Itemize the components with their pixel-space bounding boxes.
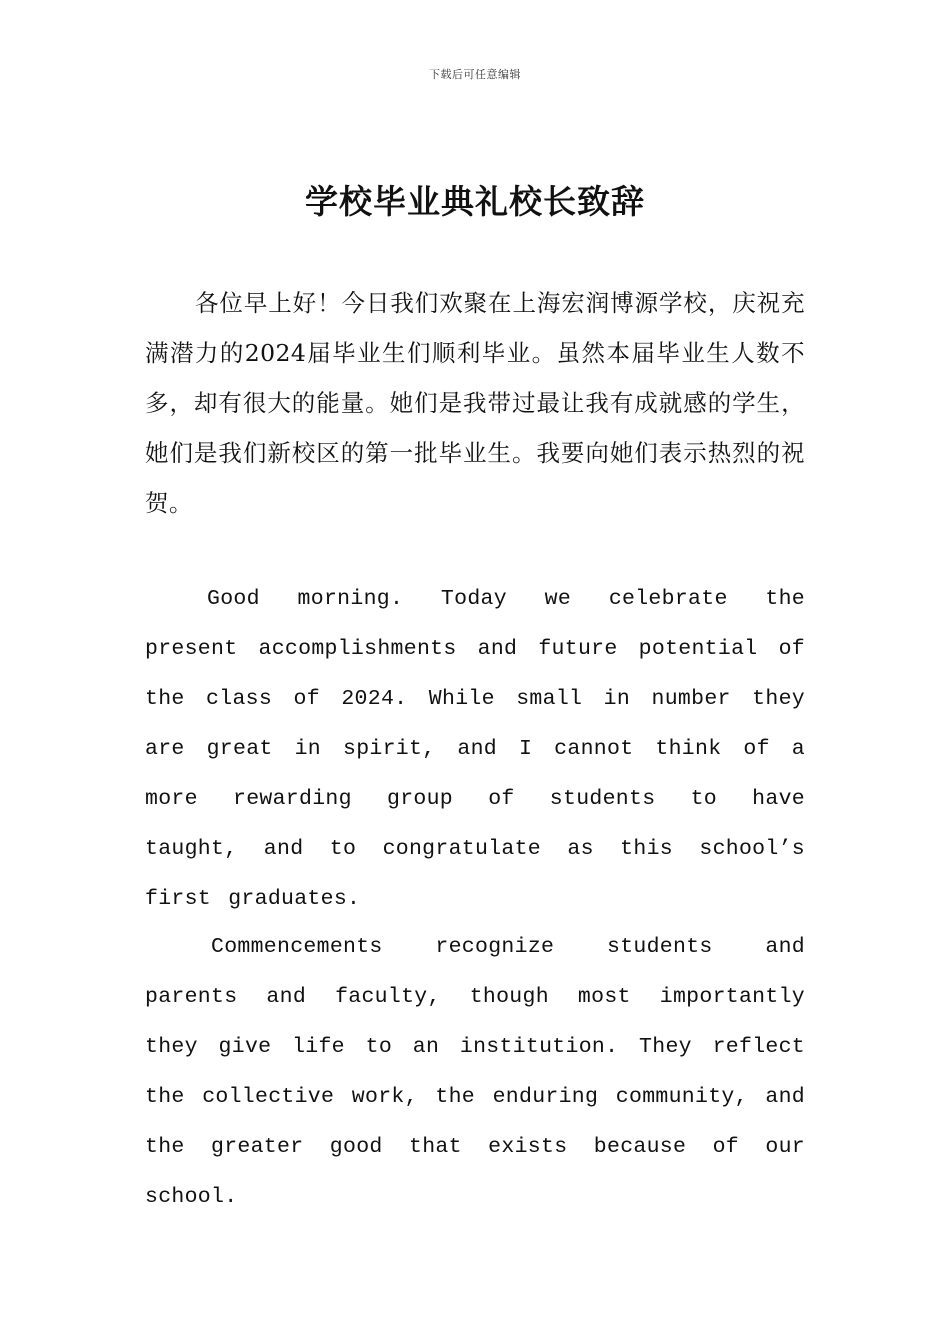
paragraph-english-1: Good morning. Today we celebrate the present accomplishments and future potential of the class of 2024. While small in number they are great in spirit, and I cannot think of a more rewarding group of students to have taught, and to congratulate as this school’s first graduates. [145,587,805,911]
header-note: 下载后可任意编辑 [429,68,521,81]
paragraph-chinese: 各位早上好！今日我们欢聚在上海宏润博源学校，庆祝充满潜力的2024届毕业生们顺利毕业。虽然本届毕业生人数不多，却有很大的能量。她们是我带过最让我有成就感的学生，她们是我们新校区的第一批毕业生。我要向她们表示热烈的祝贺。 [145,289,805,517]
paragraph-english-2: Commencements recognize students and parents and faculty, though most importantly they give life to an institution. They reflect the collective work, the enduring community, and the greater good that exists because of our school. [145,935,805,1209]
page-title: 学校毕业典礼校长致辞 [305,182,645,221]
